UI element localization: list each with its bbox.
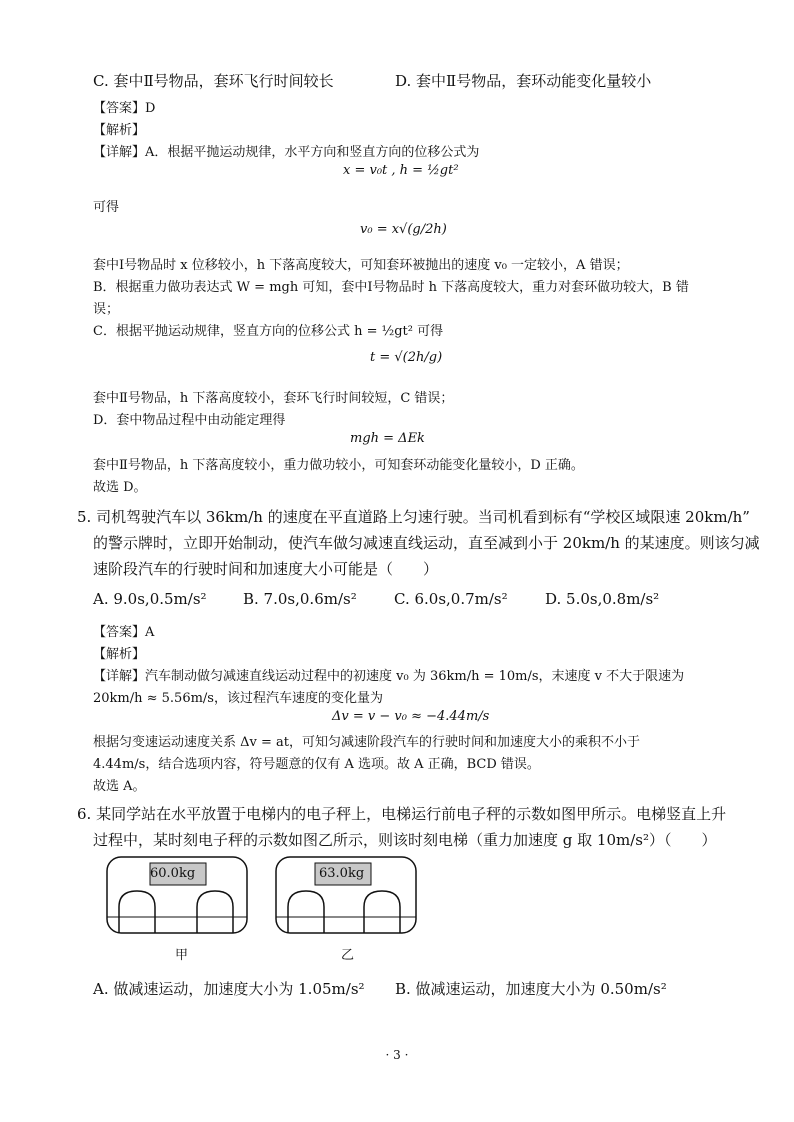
caption-yi: 乙 [341,948,355,963]
q5-line3: 速阶段汽车的行驶时间和加速度大小可能是（ ） [93,560,439,578]
text-kede: 可得 [93,200,120,215]
q5-answer: 【答案】A [93,625,155,640]
formula-energy: mgh = ΔEk [350,431,425,446]
option-c-prev: C. 套中Ⅱ号物品，套环飞行时间较长 [93,72,334,90]
q5-pick: 故选 A。 [93,779,146,794]
q5-detail-4: 4.44m/s，结合选项内容，符号题意的仅有 A 选项。故 A 正确，BCD 错误。 [93,757,540,772]
answer-label: 【答案】D [93,101,156,116]
q5-option-d: D. 5.0s,0.8m/s² [545,590,660,608]
detail-d-line1: D．套中物品过程中由动能定理得 [93,413,286,428]
detail-b-line1: B．根据重力做功表达式 W = mgh 可知，套中Ⅰ号物品时 h 下落高度较大，重力对套环做功较大，B 错 [93,280,689,295]
q5-option-c: C. 6.0s,0.7m/s² [394,590,508,608]
formula-displacement: x = v₀t , h = ½gt² [343,163,459,178]
q5-option-b: B. 7.0s,0.6m/s² [243,590,357,608]
reading-jia: 60.0kg [150,866,196,881]
q6-line2: 过程中，某时刻电子秤的示数如图乙所示，则该时刻电梯（重力加速度 g 取 10m/s²）（ ） [93,831,717,849]
q6-line1: 6. 某同学站在水平放置于电梯内的电子秤上，电梯运行前电子秤的示数如图甲所示。电梯竖直上升 [77,805,727,823]
detail-a-conclusion: 套中Ⅰ号物品时 x 位移较小，h 下落高度较大，可知套环被抛出的速度 v₀ 一定较小，A 错误； [93,258,629,273]
detail-c-line1: C．根据平抛运动规律，竖直方向的位移公式 h = ½gt² 可得 [93,324,444,339]
q5-detail-3: 根据匀变速运动速度关系 Δv = at，可知匀减速阶段汽车的行驶时间和加速度大小的乘积不小于 [93,735,640,750]
formula-v0: v₀ = x√(g/2h) [360,222,447,237]
detail-d-line2: 套中Ⅱ号物品，h 下落高度较小，重力做功较小，可知套环动能变化量较小，D 正确。 [93,458,584,473]
q5-line1: 5. 司机驾驶汽车以 36km/h 的速度在平直道路上匀速行驶。当司机看到标有“学校区域限速 20km/h” [77,508,750,526]
q6-option-a: A. 做减速运动，加速度大小为 1.05m/s² [93,980,365,998]
q5-detail-1: 【详解】汽车制动做匀减速直线运动过程中的初速度 v₀ 为 36km/h = 10m/s，末速度 v 不大于限速为 [93,669,685,684]
q5-option-a: A. 9.0s,0.5m/s² [93,590,207,608]
analysis-label: 【解析】 [93,123,146,138]
reading-yi: 63.0kg [319,866,365,881]
option-d-prev: D. 套中Ⅱ号物品，套环动能变化量较小 [395,72,652,90]
q5-formula: Δv = v − v₀ ≈ −4.44m/s [332,709,490,724]
detail-a: 【详解】A．根据平抛运动规律，水平方向和竖直方向的位移公式为 [93,145,480,160]
q5-detail-2: 20km/h ≈ 5.56m/s，该过程汽车速度的变化量为 [93,691,383,706]
page-number: · 3 · [385,1048,409,1062]
q5-analysis-label: 【解析】 [93,647,146,662]
q5-line2: 的警示牌时，立即开始制动，使汽车做匀减速直线运动，直至减到小于 20km/h 的某速度。则该匀减 [93,534,760,552]
detail-b-line2: 误； [93,302,120,317]
pick-prev: 故选 D。 [93,480,147,495]
q6-option-b: B. 做减速运动，加速度大小为 0.50m/s² [395,980,667,998]
caption-jia: 甲 [175,948,189,963]
formula-t: t = √(2h/g) [370,350,443,365]
detail-c-line2: 套中Ⅱ号物品，h 下落高度较小，套环飞行时间较短，C 错误； [93,391,454,406]
